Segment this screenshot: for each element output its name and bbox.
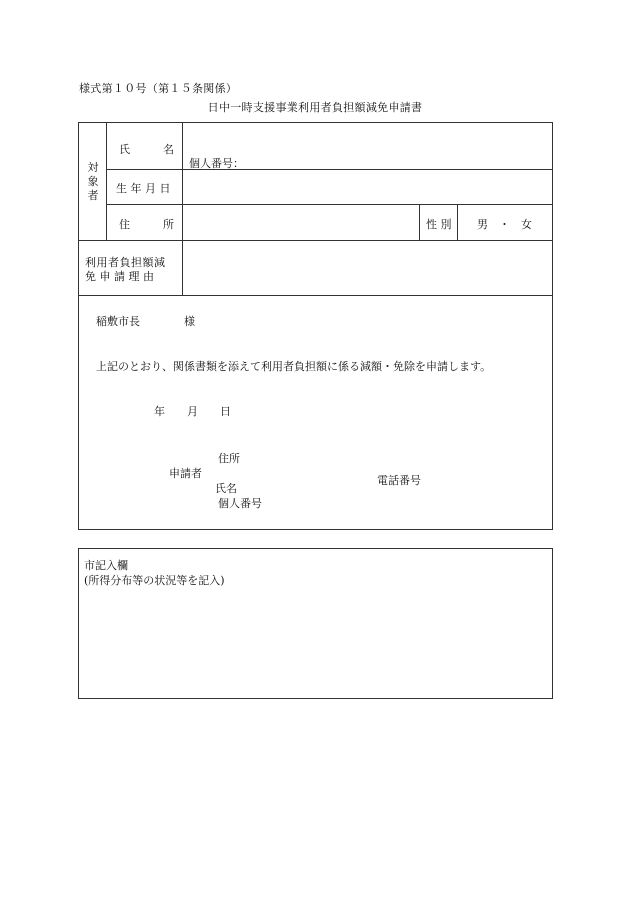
- target-person-label: 対 象 者: [87, 161, 99, 202]
- birthdate-label: 生 年 月 日: [116, 182, 171, 195]
- city-entry-section: [78, 548, 553, 699]
- application-date: 年 月 日: [154, 405, 231, 418]
- col-divider-gender-right: [457, 204, 458, 240]
- applicant-table: [78, 122, 553, 530]
- name-label: 氏 名: [119, 143, 174, 156]
- gender-label: 性 別: [426, 218, 452, 231]
- applicant-phone-label: 電話番号: [377, 474, 421, 487]
- row-divider-name: [106, 169, 552, 170]
- applicant-address-label: 住所: [218, 452, 240, 465]
- gender-options[interactable]: 男 ・ 女: [477, 218, 532, 231]
- applicant-label: 申請者: [169, 467, 202, 480]
- application-statement: 上記のとおり、関係書類を添えて利用者負担額に係る減額・免除を申請します。: [96, 360, 492, 373]
- applicant-personal-number-label: 個人番号: [218, 497, 262, 510]
- reason-label-line2: 免 申 請 理 由: [85, 270, 154, 283]
- row-divider-birthdate: [106, 204, 552, 205]
- col-divider-label: [182, 123, 183, 295]
- city-section-note: (所得分布等の状況等を記入): [84, 574, 225, 587]
- form-id: 様式第１０号（第１５条関係）: [79, 82, 238, 95]
- personal-number-label: 個人番号：: [189, 157, 244, 170]
- addressee: 稲敷市長 様: [96, 315, 195, 328]
- col-divider-target: [106, 123, 107, 240]
- reason-label-line1: 利用者負担額減: [85, 256, 166, 269]
- row-divider-address: [79, 240, 552, 241]
- row-divider-reason: [79, 295, 552, 296]
- city-section-title: 市記入欄: [84, 559, 128, 572]
- col-divider-gender-left: [419, 204, 420, 240]
- address-label: 住 所: [119, 218, 174, 231]
- document-title: 日中一時支援事業利用者負担額減免申請書: [207, 101, 423, 114]
- applicant-name-label: 氏名: [215, 482, 237, 495]
